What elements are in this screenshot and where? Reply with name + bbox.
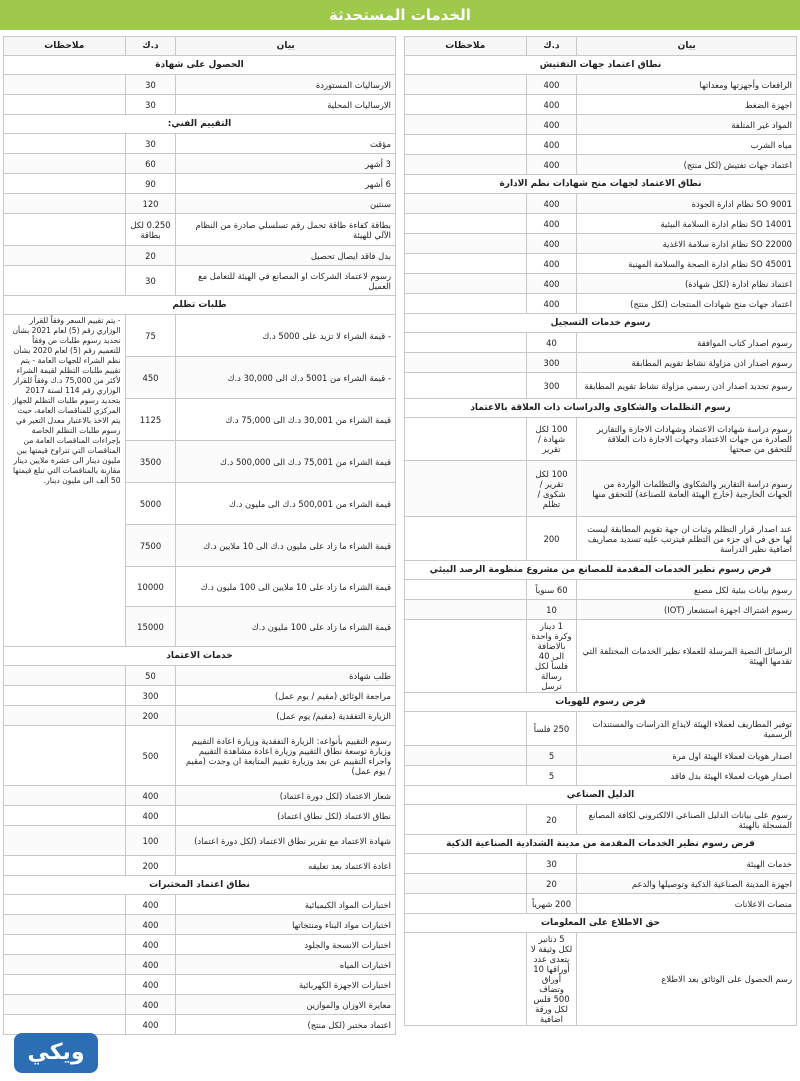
fee-row — [4, 75, 396, 95]
fee-notes — [405, 766, 527, 786]
fee-value: 120 — [125, 194, 176, 214]
notes-header: ملاحظات — [405, 37, 527, 56]
value-header: د.ك — [125, 37, 176, 56]
fee-value: 3500 — [125, 441, 176, 483]
section-title: نطاق اعتماد جهات التفتيش — [405, 56, 797, 75]
fee-row — [4, 154, 396, 174]
fee-value: 75 — [125, 315, 176, 357]
fee-value: 200 — [125, 706, 176, 726]
fee-notes — [4, 955, 126, 975]
fee-description: قيمة الشراء ما زاد على 10 ملايين الى 100 مليون د.ك — [176, 567, 396, 607]
fee-notes — [4, 786, 126, 806]
fee-notes — [4, 134, 126, 154]
fee-row — [405, 580, 797, 600]
fee-value: 5000 — [125, 483, 176, 525]
fee-description: نطاق الاعتماد (لكل نطاق اعتماد) — [176, 806, 396, 826]
fee-description: 45001 SO نظام ادارة الصحة والسلامة المهنية — [577, 254, 797, 274]
fee-value: 400 — [526, 95, 577, 115]
fee-description: رسوم اصدار اذن مزاولة نشاط تقويم المطابقة — [577, 353, 797, 373]
fee-row — [405, 373, 797, 399]
notes-header: ملاحظات — [4, 37, 126, 56]
fee-notes — [405, 294, 527, 314]
fee-notes — [405, 373, 527, 399]
fee-row — [4, 995, 396, 1015]
fee-description: عند اصدار قرار التظلم وثبات ان جهة تقويم المطابقة ليست لها حق في اي جزء من التظلم فيترتب عليه تسديد مصاريف اضافية نظير الدراسة — [577, 517, 797, 561]
fee-value: 400 — [526, 254, 577, 274]
fee-description: رسوم لاعتماد الشركات او المصانع في الهيئة للتعامل مع العميل — [176, 266, 396, 296]
fee-description: سنتين — [176, 194, 396, 214]
fee-notes — [405, 274, 527, 294]
section-title: نطاق الاعتماد لجهات منح شهادات نظم الادارة — [405, 175, 797, 194]
fee-notes — [4, 666, 126, 686]
fee-description: 14001 SO نظام ادارة السلامة البيئية — [577, 214, 797, 234]
fee-value: 400 — [125, 975, 176, 995]
fee-notes — [4, 915, 126, 935]
fee-description: رسوم التقييم بأنواعه: الزيارة التفقدية وزيارة اعادة التقييم وزيارة توسعة نطاق التقييم وزيارة اعادة مشاهدة التقييم واجراء التقييم عن بعد وزيارة تقييم المتابعة ان وجدت (مقيم / يوم عمل) — [176, 726, 396, 786]
fee-notes — [405, 135, 527, 155]
fee-row — [4, 666, 396, 686]
fee-row — [405, 874, 797, 894]
fee-notes — [405, 874, 527, 894]
section-header-row — [405, 314, 797, 333]
fee-value: 400 — [125, 806, 176, 826]
fee-notes — [4, 806, 126, 826]
fee-description: الارساليات المستوردة — [176, 75, 396, 95]
desc-header: بيان — [577, 37, 797, 56]
fee-notes — [405, 418, 527, 461]
fee-description: اعادة الاعتماد بعد تعليقه — [176, 856, 396, 876]
fee-description: اختبارات الاجهزة الكهربائية — [176, 975, 396, 995]
fee-row — [405, 254, 797, 274]
value-header: د.ك — [526, 37, 577, 56]
fee-row — [4, 706, 396, 726]
section-title: خدمات الاعتماد — [4, 647, 396, 666]
fee-value: 10 — [526, 600, 577, 620]
fee-notes — [405, 854, 527, 874]
section-header-row — [4, 647, 396, 666]
section-title: الدليل الصناعي — [405, 786, 797, 805]
section-header-row — [4, 56, 396, 75]
fee-description: اصدار هويات لعملاء الهيئة اول مرة — [577, 746, 797, 766]
fee-row — [4, 955, 396, 975]
fee-description: قيمة الشراء من 30,001 د.ك الى 75,000 د.ك — [176, 399, 396, 441]
fee-value: 300 — [526, 373, 577, 399]
fee-row — [4, 174, 396, 194]
fee-value: 400 — [526, 194, 577, 214]
fee-row — [405, 766, 797, 786]
fee-description: مؤقت — [176, 134, 396, 154]
fee-description: قيمة الشراء ما زاد على مليون د.ك الى 10 ملايين د.ك — [176, 525, 396, 567]
fee-notes — [4, 706, 126, 726]
fee-row — [405, 418, 797, 461]
fee-description: منصات الاعلانات — [577, 894, 797, 914]
fee-notes — [405, 600, 527, 620]
fee-value: 20 — [526, 805, 577, 835]
right-fees-table — [404, 36, 797, 1026]
fee-notes — [405, 254, 527, 274]
fee-notes — [405, 234, 527, 254]
fee-value: 5 — [526, 746, 577, 766]
fee-notes — [405, 933, 527, 1026]
fee-row — [405, 517, 797, 561]
fee-description: شهادة الاعتماد مع تقرير نطاق الاعتماد (لكل دورة اعتماد) — [176, 826, 396, 856]
fee-notes — [405, 746, 527, 766]
fee-value: 400 — [125, 995, 176, 1015]
fee-row — [4, 806, 396, 826]
page-title: الخدمات المستحدثة — [0, 0, 800, 30]
fee-row — [4, 915, 396, 935]
fee-notes — [4, 995, 126, 1015]
fee-description: قيمة الشراء ما زاد على 100 مليون د.ك — [176, 607, 396, 647]
fee-description: اعتماد جهات منح شهادات المنتجات (لكل منتج) — [577, 294, 797, 314]
fee-value: 300 — [526, 353, 577, 373]
fee-row — [4, 246, 396, 266]
fee-value: 400 — [526, 274, 577, 294]
fee-row — [4, 975, 396, 995]
fee-row — [405, 274, 797, 294]
fee-value: 400 — [125, 955, 176, 975]
section-title: حق الاطلاع على المعلومات — [405, 914, 797, 933]
fee-description: اختبارات الانسجة والجلود — [176, 935, 396, 955]
fee-notes — [4, 95, 126, 115]
fee-row — [405, 95, 797, 115]
fee-description: - قيمة الشراء من 5001 د.ك الى 30,000 د.ك — [176, 357, 396, 399]
fee-row — [4, 134, 396, 154]
fee-notes — [4, 75, 126, 95]
fee-row — [4, 95, 396, 115]
fee-row — [405, 333, 797, 353]
fee-description: رسوم تجديد اصدار اذن رسمي مزاولة نشاط تقويم المطابقة — [577, 373, 797, 399]
fee-value: 450 — [125, 357, 176, 399]
fee-value: 20 — [526, 874, 577, 894]
fee-notes — [405, 75, 527, 95]
fee-description: 3 أشهر — [176, 154, 396, 174]
fee-description: قيمة الشراء من 75,001 د.ك الى 500,000 د.ك — [176, 441, 396, 483]
fee-row — [4, 686, 396, 706]
fee-notes — [4, 826, 126, 856]
section-header-row — [4, 296, 396, 315]
fee-notes — [4, 246, 126, 266]
fee-row — [405, 600, 797, 620]
fee-notes — [4, 194, 126, 214]
fee-value: 400 — [125, 935, 176, 955]
left-fees-table — [3, 36, 396, 1035]
fee-description: شعار الاعتماد (لكل دورة اعتماد) — [176, 786, 396, 806]
fee-row — [405, 234, 797, 254]
fee-value: 5 دنانير لكل وثيقة لا يتعدى عدد أوراقها 10 أوراق وتضاف 500 فلس لكل ورقة اضافية — [526, 933, 577, 1026]
fee-description: خدمات الهيئة — [577, 854, 797, 874]
fee-description: اعتماد نظام ادارة (لكل شهادة) — [577, 274, 797, 294]
fee-description: 9001 SO نظام ادارة الجودة — [577, 194, 797, 214]
desc-header: بيان — [176, 37, 396, 56]
fee-description: اختبارات المياه — [176, 955, 396, 975]
fee-row — [4, 726, 396, 786]
fee-value: 30 — [526, 854, 577, 874]
fee-description: قيمة الشراء من 500,001 د.ك الى مليون د.ك — [176, 483, 396, 525]
fee-notes — [405, 115, 527, 135]
fee-value: 60 سنوياً — [526, 580, 577, 600]
fee-value: 10000 — [125, 567, 176, 607]
fee-notes — [405, 805, 527, 835]
section-header-row — [4, 115, 396, 134]
fee-description: اعتماد جهات تفتيش (لكل منتج) — [577, 155, 797, 175]
fee-row — [405, 194, 797, 214]
fee-value: 0.250 لكل بطاقة — [125, 214, 176, 246]
fee-value: 1125 — [125, 399, 176, 441]
fee-value: 60 — [125, 154, 176, 174]
fee-value: 250 فلساً — [526, 712, 577, 746]
section-header-row — [405, 914, 797, 933]
section-title: فرض رسوم نظير الخدمات المقدمة للمصانع من مشروع منظومة الرصد البيئي — [405, 561, 797, 580]
fee-row — [405, 933, 797, 1026]
fee-description: اصدار هويات لعملاء الهيئة بدل فاقد — [577, 766, 797, 786]
fee-row — [4, 1015, 396, 1035]
section-header-row — [405, 561, 797, 580]
fee-description: اختبارات مواد البناء ومنتجاتها — [176, 915, 396, 935]
fee-row — [405, 294, 797, 314]
fee-notes — [405, 95, 527, 115]
fee-row — [405, 115, 797, 135]
fee-description: - قيمة الشراء لا تزيد على 5000 د.ك — [176, 315, 396, 357]
fee-value: 400 — [526, 75, 577, 95]
fee-value: 100 — [125, 826, 176, 856]
fee-row — [4, 895, 396, 915]
section-title: طلبات تظلم — [4, 296, 396, 315]
fee-description: اجهزة المدينة الصناعية الذكية وتوصيلها والدعم — [577, 874, 797, 894]
fee-notes — [4, 975, 126, 995]
fee-value: 400 — [526, 294, 577, 314]
fee-notes — [4, 935, 126, 955]
fee-notes — [405, 517, 527, 561]
fee-value: 400 — [125, 786, 176, 806]
fee-notes — [405, 461, 527, 517]
fee-notes: - يتم تقييم السعر وفقاً للقرار الوزاري رقم (5) لعام 2021 بشأن تحديد رسوم طلبات ص وفقاً للتعميم رقم (5) لعام 2020 بشأن نظم الشراء للجهات العامة - يتم تقييم طلبات التظلم لقيمة الشراء لأكثر من 75,000 د.ك وفقاً للقرار الوزاري رقم 114 لسنة 2017 بتحديد رسوم طلبات التظلم للجهاز المركزي للمناقصات العامة، حيث يتم الاخذ بالاعتبار معدل التغير في رسوم طلبات التظلم الخاصة بإجراءات المناقصات العامة من المناقصات التي تتراوح قيمتها بين مليون دينار الى عشرة ملايين دينار مقارنة بالمناقصات التي تبلغ قيمتها 50 ألف الى مليون دينار. — [4, 315, 126, 647]
fee-value: 300 — [125, 686, 176, 706]
fee-description: بطاقة كفاءة طاقة تحمل رقم تسلسلي صادرة من النظام الآلي للهيئة — [176, 214, 396, 246]
fee-value: 400 — [526, 155, 577, 175]
fee-description: مراجعة الوثائق (مقيم / يوم عمل) — [176, 686, 396, 706]
left-fees-table-column — [3, 36, 396, 1035]
fee-notes — [405, 194, 527, 214]
fee-description: توفير المطاريف لعملاء الهيئة لايداع الدراسات والمستندات الرسمية — [577, 712, 797, 746]
fee-row — [4, 315, 396, 357]
fee-description: طلب شهادة — [176, 666, 396, 686]
fee-notes — [405, 333, 527, 353]
fee-row — [4, 266, 396, 296]
fee-description: رسوم اشتراك اجهزة استشعار (IOT) — [577, 600, 797, 620]
fee-value: 30 — [125, 75, 176, 95]
fee-description: رسوم دراسة شهادات الاعتماد وشهادات الاجازة والتقارير الصادرة من جهات الاعتماد وجهات الاجازة ذات العلاقة للتحقق من صحتها — [577, 418, 797, 461]
fee-value: 15000 — [125, 607, 176, 647]
section-title: نطاق اعتماد المختبرات — [4, 876, 396, 895]
fee-notes — [405, 214, 527, 234]
fee-description: اختبارات المواد الكيميائية — [176, 895, 396, 915]
fee-notes — [4, 214, 126, 246]
fee-row — [405, 854, 797, 874]
fee-row — [405, 894, 797, 914]
fee-description: الارساليات المحلية — [176, 95, 396, 115]
fee-description: الرافعات وأجهزتها ومعداتها — [577, 75, 797, 95]
fee-value: 5 — [526, 766, 577, 786]
section-header-row — [405, 399, 797, 418]
fee-value: 20 — [125, 246, 176, 266]
fee-value: 40 — [526, 333, 577, 353]
fee-notes — [4, 726, 126, 786]
right-fees-table-column — [404, 36, 797, 1026]
section-title: فرض رسوم نظير الخدمات المقدمة من مدينة الشدادية الصناعية الذكية — [405, 835, 797, 854]
fee-row — [405, 746, 797, 766]
fee-description: رسوم على بيانات الدليل الصناعي الالكتروني لكافة المصانع المسجلة بالهيئة — [577, 805, 797, 835]
fee-description: الرسائل النصية المرسلة للعملاء نظير الخدمات المختلفة التي تقدمها الهيئة — [577, 620, 797, 693]
fee-description: المواد غير المتلفة — [577, 115, 797, 135]
fee-row — [405, 805, 797, 835]
section-header-row — [4, 876, 396, 895]
fee-notes — [405, 894, 527, 914]
fee-notes — [405, 155, 527, 175]
fee-row — [405, 75, 797, 95]
fee-value: 7500 — [125, 525, 176, 567]
fee-description: رسوم اصدار كتاب الموافقة — [577, 333, 797, 353]
fee-description: 6 أشهر — [176, 174, 396, 194]
fee-value: 1 دينار وكرة واحدة بالاضافة الى 40 فلساً لكل رسالة ترسل — [526, 620, 577, 693]
fee-value: 100 لكل تقرير / شكوى / تظلم — [526, 461, 577, 517]
fee-row — [4, 786, 396, 806]
fee-row — [405, 712, 797, 746]
fee-value: 400 — [125, 1015, 176, 1035]
fee-notes — [4, 266, 126, 296]
fee-notes — [4, 686, 126, 706]
fee-value: 100 لكل شهادة / تقرير — [526, 418, 577, 461]
fee-value: 400 — [526, 214, 577, 234]
fee-value: 50 — [125, 666, 176, 686]
fee-value: 200 — [526, 517, 577, 561]
fee-description: رسوم دراسة التقارير والشكاوى والتظلمات الواردة من الجهات الخارجية (خارج الهيئة العامة للصناعة) للتحقق منها — [577, 461, 797, 517]
fee-description: اجهزة الضغط — [577, 95, 797, 115]
fee-description: بدل فاقد ايصال تحصيل — [176, 246, 396, 266]
fee-row — [4, 935, 396, 955]
section-title: الحصول على شهادة — [4, 56, 396, 75]
fee-description: الزيارة التفقدية (مقيم/ يوم عمل) — [176, 706, 396, 726]
fee-notes — [4, 154, 126, 174]
fee-value: 400 — [526, 115, 577, 135]
section-header-row — [405, 693, 797, 712]
fee-value: 400 — [526, 234, 577, 254]
fee-row — [4, 194, 396, 214]
fee-notes — [405, 712, 527, 746]
fee-value: 30 — [125, 266, 176, 296]
fee-notes — [4, 1015, 126, 1035]
fee-notes — [4, 895, 126, 915]
fee-value: 400 — [526, 135, 577, 155]
fee-row — [405, 620, 797, 693]
section-header-row — [405, 175, 797, 194]
fee-row — [4, 856, 396, 876]
fee-notes — [4, 856, 126, 876]
fee-description: رسم الحصول على الوثائق بعد الاطلاع — [577, 933, 797, 1026]
site-logo: ويكي — [14, 1033, 98, 1073]
fee-row — [405, 461, 797, 517]
section-title: رسوم خدمات التسجيل — [405, 314, 797, 333]
fee-value: 400 — [125, 915, 176, 935]
section-header-row — [405, 835, 797, 854]
fee-description: اعتماد مختبر (لكل منتج) — [176, 1015, 396, 1035]
fee-description: معايرة الاوزان والموازين — [176, 995, 396, 1015]
fee-description: رسوم بيانات بيئية لكل مصنع — [577, 580, 797, 600]
fee-value: 30 — [125, 95, 176, 115]
fee-value: 200 — [125, 856, 176, 876]
section-header-row — [405, 56, 797, 75]
fee-notes — [4, 174, 126, 194]
fee-value: 400 — [125, 895, 176, 915]
fee-row — [405, 353, 797, 373]
fee-value: 30 — [125, 134, 176, 154]
fee-row — [4, 214, 396, 246]
fee-value: 500 — [125, 726, 176, 786]
fee-row — [405, 214, 797, 234]
fee-row — [405, 155, 797, 175]
fee-value: 200 شهرياً — [526, 894, 577, 914]
section-title: رسوم التظلمات والشكاوى والدراسات ذات العلاقة بالاعتماد — [405, 399, 797, 418]
section-title: فرض رسوم للهويات — [405, 693, 797, 712]
fee-notes — [405, 353, 527, 373]
section-title: التقييم الفني: — [4, 115, 396, 134]
fee-notes — [405, 620, 527, 693]
fee-value: 90 — [125, 174, 176, 194]
fee-row — [405, 135, 797, 155]
fee-row — [4, 826, 396, 856]
fee-notes — [405, 580, 527, 600]
section-header-row — [405, 786, 797, 805]
fee-description: 22000 SO نظام ادارة سلامة الاغذية — [577, 234, 797, 254]
fee-description: مياه الشرب — [577, 135, 797, 155]
